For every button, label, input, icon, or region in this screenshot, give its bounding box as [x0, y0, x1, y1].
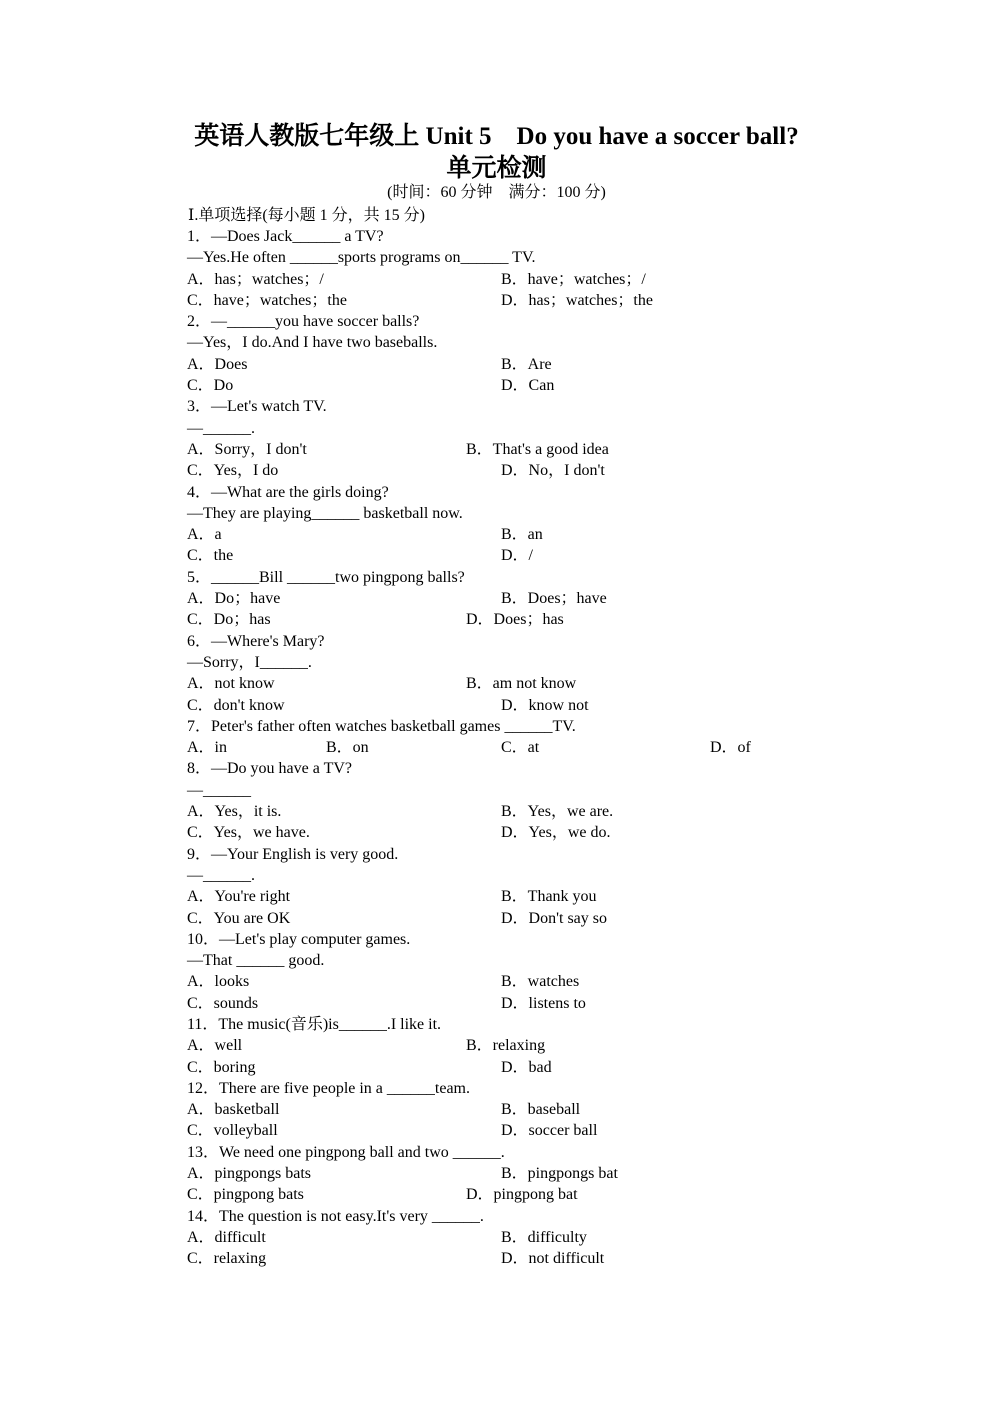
option-a: A．well — [187, 1037, 243, 1055]
option-d: D．bad — [501, 1058, 552, 1076]
option-b: B．difficulty — [501, 1228, 587, 1246]
question-stem: —That ______ good. — [187, 952, 325, 970]
option-row — [187, 354, 907, 375]
option-d: D．Does；has — [466, 611, 564, 629]
option-c: C．at — [501, 739, 540, 757]
option-row — [187, 908, 907, 929]
question-stem: 7．Peter's father often watches basketball games ______TV. — [187, 717, 576, 735]
option-row — [187, 993, 907, 1014]
option-d: D．of — [710, 739, 751, 757]
option-c: C．the — [187, 547, 234, 565]
question-stem: —______ — [187, 781, 251, 799]
option-row — [187, 1120, 907, 1141]
option-d: D．Yes，we do. — [501, 824, 611, 842]
option-c: C．Yes，I do — [187, 462, 279, 480]
option-a: A．in — [187, 739, 228, 757]
option-c: C．Do；has — [187, 611, 271, 629]
option-a: A．You're right — [187, 888, 291, 906]
question-stem: 9．—Your English is very good. — [187, 845, 399, 863]
option-row — [187, 1035, 907, 1056]
option-row — [187, 588, 907, 609]
option-a: A．pingpongs bats — [187, 1165, 312, 1183]
option-b: B．Are — [501, 355, 552, 373]
question-stem: —______. — [187, 419, 255, 437]
option-d: D．not difficult — [501, 1250, 605, 1268]
option-row — [187, 971, 907, 992]
question-stem: 5．______Bill ______two pingpong balls? — [187, 568, 465, 586]
option-row — [187, 1227, 907, 1248]
option-b: B．an — [501, 526, 543, 544]
option-c: C．Do — [187, 377, 234, 395]
question-stem: 11．The music(音乐)is______.I like it. — [187, 1015, 442, 1033]
option-row — [187, 375, 907, 396]
question-stem: —They are playing______ basketball now. — [187, 504, 463, 522]
question-stem: —Sorry，I______. — [187, 653, 312, 671]
option-row — [187, 439, 907, 460]
option-d: D．No，I don't — [501, 462, 605, 480]
option-d: D．pingpong bat — [466, 1186, 578, 1204]
option-c: C．pingpong bats — [187, 1186, 304, 1204]
option-b: B．watches — [501, 973, 580, 991]
option-a: A．basketball — [187, 1101, 280, 1119]
option-c: C．boring — [187, 1058, 256, 1076]
option-row — [187, 673, 907, 694]
option-b: B．on — [326, 739, 369, 757]
question-stem: 8．—Do you have a TV? — [187, 760, 353, 778]
option-b: B．Thank you — [501, 888, 597, 906]
option-d: D．Don't say so — [501, 909, 607, 927]
option-row — [187, 545, 907, 566]
document-title: 英语人教版七年级上 Unit 5 Do you have a soccer ball? — [194, 123, 799, 150]
option-a: A．looks — [187, 973, 250, 991]
option-d: D．soccer ball — [501, 1122, 598, 1140]
option-row — [187, 1099, 907, 1120]
option-a: A．a — [187, 526, 222, 544]
option-b: B．baseball — [501, 1101, 581, 1119]
question-stem: 13．We need one pingpong ball and two ______. — [187, 1143, 505, 1161]
option-b: B．Does；have — [501, 590, 607, 608]
option-c: C．sounds — [187, 994, 259, 1012]
option-d: D．/ — [501, 547, 534, 565]
option-row — [187, 460, 907, 481]
option-row — [187, 1057, 907, 1078]
option-a: A．Does — [187, 355, 248, 373]
option-row — [187, 695, 907, 716]
option-b: B．relaxing — [466, 1037, 546, 1055]
option-d: D．has；watches；the — [501, 291, 653, 309]
option-row — [187, 801, 907, 822]
option-d: D．Can — [501, 377, 555, 395]
question-stem: 4．—What are the girls doing? — [187, 483, 389, 501]
option-row — [187, 1184, 907, 1205]
question-stem: 1．—Does Jack______ a TV? — [187, 228, 384, 245]
question-stem: 10．—Let's play computer games. — [187, 930, 411, 948]
option-d: D．listens to — [501, 994, 586, 1012]
question-stem: 2．—______you have soccer balls? — [187, 313, 420, 331]
option-a: A．Do；have — [187, 590, 281, 608]
option-row — [187, 269, 907, 290]
option-row — [187, 1163, 907, 1184]
option-row — [187, 886, 907, 907]
option-c: C．relaxing — [187, 1250, 267, 1268]
question-stem: 14．The question is not easy.It's very ______. — [187, 1207, 484, 1225]
document-subtitle: 单元检测 — [446, 155, 547, 182]
option-d: D．know not — [501, 696, 589, 714]
question-stem: 6．—Where's Mary? — [187, 632, 325, 650]
option-b: B．have；watches；/ — [501, 270, 646, 288]
question-stem: —Yes，I do.And I have two baseballs. — [187, 334, 438, 352]
option-a: A．not know — [187, 675, 275, 693]
question-stem: 3．—Let's watch TV. — [187, 398, 327, 416]
exam-meta: (时间：60 分钟 满分：100 分) — [387, 184, 606, 201]
option-row — [187, 609, 907, 630]
option-a: A．Sorry，I don't — [187, 440, 307, 458]
option-c: C．have；watches；the — [187, 291, 347, 309]
option-c: C．Yes，we have. — [187, 824, 310, 842]
option-row — [187, 290, 907, 311]
question-stem: —______. — [187, 866, 255, 884]
option-a: A．difficult — [187, 1228, 266, 1246]
option-a: A．Yes，it is. — [187, 803, 282, 821]
question-list — [187, 226, 907, 1270]
option-b: B．Yes，we are. — [501, 803, 614, 821]
question-stem: —Yes.He often ______sports programs on______ TV. — [187, 249, 536, 267]
option-c: C．volleyball — [187, 1122, 278, 1140]
option-c: C．don't know — [187, 696, 285, 714]
option-row — [187, 822, 907, 843]
section-heading: Ⅰ.单项选择(每小题 1 分，共 15 分) — [188, 207, 425, 224]
option-b: B．That's a good idea — [466, 440, 609, 458]
option-c: C．You are OK — [187, 909, 291, 927]
option-row — [187, 1248, 907, 1269]
option-row — [187, 737, 907, 758]
question-stem: 12．There are five people in a ______team. — [187, 1079, 471, 1097]
option-b: B．am not know — [466, 675, 577, 693]
option-a: A．has；watches；/ — [187, 270, 324, 288]
option-b: B．pingpongs bat — [501, 1165, 618, 1183]
option-row — [187, 524, 907, 545]
